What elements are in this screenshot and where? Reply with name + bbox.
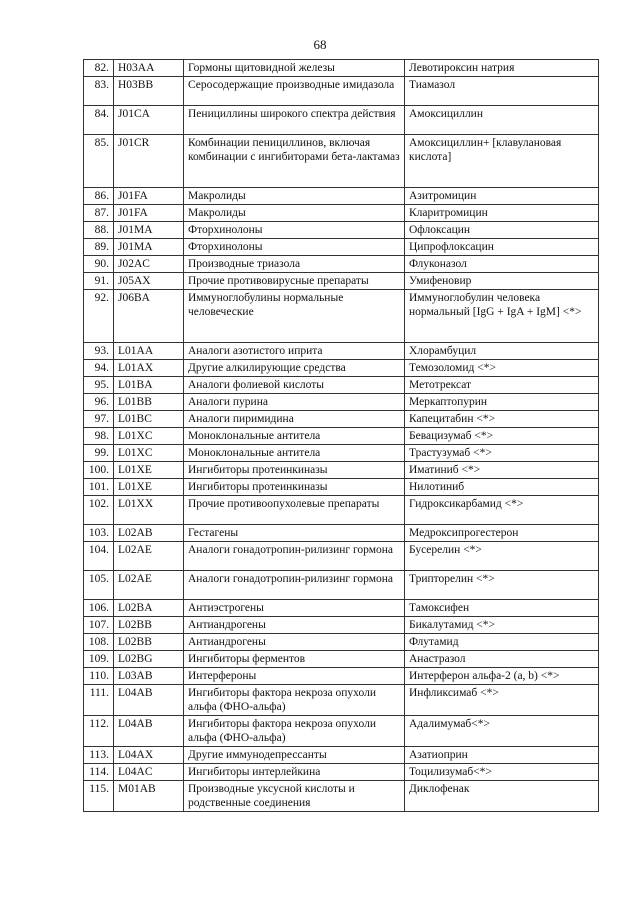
drug-name: Тиамазол <box>405 77 599 106</box>
atc-code: H03BB <box>114 77 184 106</box>
pharmacological-group: Ингибиторы протеинкиназы <box>184 479 405 496</box>
drug-name: Капецитабин <*> <box>405 411 599 428</box>
table-row <box>84 685 599 716</box>
page-number: 68 <box>313 37 327 52</box>
pharmacological-group: Макролиды <box>184 188 405 205</box>
row-number: 107. <box>84 617 114 634</box>
drug-name: Тамоксифен <box>405 600 599 617</box>
row-number: 102. <box>84 496 114 525</box>
pharmacological-group: Другие алкилирующие средства <box>184 360 405 377</box>
table-row <box>84 360 599 377</box>
drug-name: Темозоломид <*> <box>405 360 599 377</box>
row-number: 88. <box>84 222 114 239</box>
pharmacological-group: Аналоги пурина <box>184 394 405 411</box>
atc-code: L01XE <box>114 462 184 479</box>
pharmacological-group: Ингибиторы фактора некроза опухоли альфа (ФНО-альфа) <box>184 685 405 716</box>
pharmacological-group: Гормоны щитовидной железы <box>184 60 405 77</box>
drug-name: Диклофенак <box>405 781 599 812</box>
pharmacological-group: Комбинации пенициллинов, включая комбинации с ингибиторами бета-лактамаз <box>184 135 405 188</box>
pharmacological-group: Интерфероны <box>184 668 405 685</box>
row-number: 109. <box>84 651 114 668</box>
pharmacological-group: Серосодержащие производные имидазола <box>184 77 405 106</box>
drug-name: Анастразол <box>405 651 599 668</box>
drug-name: Нилотиниб <box>405 479 599 496</box>
row-number: 105. <box>84 571 114 600</box>
pharmacological-group: Аналоги гонадотропин-рилизинг гормона <box>184 571 405 600</box>
row-number: 101. <box>84 479 114 496</box>
drug-name: Кларитромицин <box>405 205 599 222</box>
table-row <box>84 394 599 411</box>
pharmacological-group: Прочие противовирусные препараты <box>184 273 405 290</box>
table-row <box>84 445 599 462</box>
atc-code: L02BA <box>114 600 184 617</box>
row-number: 111. <box>84 685 114 716</box>
row-number: 97. <box>84 411 114 428</box>
drug-name: Метотрексат <box>405 377 599 394</box>
atc-code: H03AA <box>114 60 184 77</box>
pharmacological-group: Иммуноглобулины нормальные человеческие <box>184 290 405 343</box>
table-row <box>84 651 599 668</box>
atc-code: J01CA <box>114 106 184 135</box>
table-row <box>84 273 599 290</box>
row-number: 104. <box>84 542 114 571</box>
drug-name: Левотироксин натрия <box>405 60 599 77</box>
table-row <box>84 496 599 525</box>
row-number: 87. <box>84 205 114 222</box>
row-number: 84. <box>84 106 114 135</box>
row-number: 115. <box>84 781 114 812</box>
atc-code: J01FA <box>114 188 184 205</box>
drug-name: Меркаптопурин <box>405 394 599 411</box>
pharmacological-group: Антиандрогены <box>184 634 405 651</box>
drug-name: Гидроксикарбамид <*> <box>405 496 599 525</box>
pharmacological-group: Аналоги гонадотропин-рилизинг гормона <box>184 542 405 571</box>
atc-code: L01AX <box>114 360 184 377</box>
row-number: 93. <box>84 343 114 360</box>
row-number: 112. <box>84 716 114 747</box>
row-number: 82. <box>84 60 114 77</box>
drug-name: Азатиоприн <box>405 747 599 764</box>
drug-name: Медроксипрогестерон <box>405 525 599 542</box>
row-number: 99. <box>84 445 114 462</box>
row-number: 94. <box>84 360 114 377</box>
pharmacological-group: Ингибиторы протеинкиназы <box>184 462 405 479</box>
pharmacological-group: Другие иммунодепрессанты <box>184 747 405 764</box>
table-row <box>84 205 599 222</box>
atc-code: L01BA <box>114 377 184 394</box>
table-row <box>84 764 599 781</box>
atc-code: L04AB <box>114 685 184 716</box>
atc-code: L02AE <box>114 571 184 600</box>
table-row <box>84 634 599 651</box>
drug-name: Трипторелин <*> <box>405 571 599 600</box>
row-number: 95. <box>84 377 114 394</box>
pharmacological-group: Гестагены <box>184 525 405 542</box>
pharmacological-group: Аналоги азотистого иприта <box>184 343 405 360</box>
atc-code: J01MA <box>114 239 184 256</box>
pharmacological-group: Ингибиторы ферментов <box>184 651 405 668</box>
atc-code: L01BC <box>114 411 184 428</box>
pharmacological-group: Аналоги фолиевой кислоты <box>184 377 405 394</box>
atc-code: M01AB <box>114 781 184 812</box>
table-row <box>84 617 599 634</box>
pharmacological-group: Антиэстрогены <box>184 600 405 617</box>
drug-name: Амоксициллин <box>405 106 599 135</box>
atc-code: J02AC <box>114 256 184 273</box>
atc-code: L01XE <box>114 479 184 496</box>
pharmacological-group: Антиандрогены <box>184 617 405 634</box>
drug-name: Адалимумаб<*> <box>405 716 599 747</box>
drug-name: Флутамид <box>405 634 599 651</box>
drug-name: Флуконазол <box>405 256 599 273</box>
drug-name: Ципрофлоксацин <box>405 239 599 256</box>
row-number: 89. <box>84 239 114 256</box>
drug-name: Тоцилизумаб<*> <box>405 764 599 781</box>
drug-name: Бикалутамид <*> <box>405 617 599 634</box>
atc-code: L01XC <box>114 428 184 445</box>
row-number: 114. <box>84 764 114 781</box>
table-row <box>84 525 599 542</box>
atc-code: L02BB <box>114 617 184 634</box>
pharmacological-group: Производные триазола <box>184 256 405 273</box>
drug-table <box>83 59 599 812</box>
row-number: 91. <box>84 273 114 290</box>
drug-name: Азитромицин <box>405 188 599 205</box>
pharmacological-group: Аналоги пиримидина <box>184 411 405 428</box>
row-number: 90. <box>84 256 114 273</box>
pharmacological-group: Фторхинолоны <box>184 222 405 239</box>
drug-name: Иматиниб <*> <box>405 462 599 479</box>
pharmacological-group: Ингибиторы фактора некроза опухоли альфа (ФНО-альфа) <box>184 716 405 747</box>
pharmacological-group: Моноклональные антитела <box>184 445 405 462</box>
atc-code: L04AX <box>114 747 184 764</box>
atc-code: L01AA <box>114 343 184 360</box>
table-row <box>84 542 599 571</box>
atc-code: L03AB <box>114 668 184 685</box>
table-row <box>84 411 599 428</box>
table-row <box>84 462 599 479</box>
table-row <box>84 600 599 617</box>
table-row <box>84 290 599 343</box>
row-number: 106. <box>84 600 114 617</box>
row-number: 108. <box>84 634 114 651</box>
drug-name: Бевацизумаб <*> <box>405 428 599 445</box>
table-row <box>84 77 599 106</box>
table-row <box>84 716 599 747</box>
row-number: 85. <box>84 135 114 188</box>
row-number: 96. <box>84 394 114 411</box>
drug-name: Инфликсимаб <*> <box>405 685 599 716</box>
drug-name: Трастузумаб <*> <box>405 445 599 462</box>
pharmacological-group: Пенициллины широкого спектра действия <box>184 106 405 135</box>
drug-name: Амоксициллин+ [клавулановая кислота] <box>405 135 599 188</box>
table-row <box>84 256 599 273</box>
table-row <box>84 668 599 685</box>
table-row <box>84 60 599 77</box>
row-number: 98. <box>84 428 114 445</box>
drug-name: Интерферон альфа-2 (a, b) <*> <box>405 668 599 685</box>
table-row <box>84 377 599 394</box>
row-number: 83. <box>84 77 114 106</box>
atc-code: L02BB <box>114 634 184 651</box>
drug-name: Хлорамбуцил <box>405 343 599 360</box>
drug-name: Бусерелин <*> <box>405 542 599 571</box>
atc-code: J01MA <box>114 222 184 239</box>
row-number: 113. <box>84 747 114 764</box>
drug-name: Офлоксацин <box>405 222 599 239</box>
table-row <box>84 239 599 256</box>
row-number: 92. <box>84 290 114 343</box>
table-body <box>84 60 599 812</box>
atc-code: L04AC <box>114 764 184 781</box>
atc-code: L04AB <box>114 716 184 747</box>
atc-code: J05AX <box>114 273 184 290</box>
table-row <box>84 343 599 360</box>
table-row <box>84 781 599 812</box>
atc-code: J06BA <box>114 290 184 343</box>
table-row <box>84 747 599 764</box>
atc-code: J01FA <box>114 205 184 222</box>
atc-code: L02AB <box>114 525 184 542</box>
table-row <box>84 106 599 135</box>
row-number: 103. <box>84 525 114 542</box>
row-number: 110. <box>84 668 114 685</box>
atc-code: L01XX <box>114 496 184 525</box>
row-number: 100. <box>84 462 114 479</box>
table-row <box>84 135 599 188</box>
pharmacological-group: Прочие противоопухолевые препараты <box>184 496 405 525</box>
table-row <box>84 188 599 205</box>
pharmacological-group: Моноклональные антитела <box>184 428 405 445</box>
pharmacological-group: Фторхинолоны <box>184 239 405 256</box>
atc-code: L02BG <box>114 651 184 668</box>
table-row <box>84 479 599 496</box>
atc-code: L02AE <box>114 542 184 571</box>
atc-code: L01XC <box>114 445 184 462</box>
table-row <box>84 571 599 600</box>
table-row <box>84 428 599 445</box>
pharmacological-group: Макролиды <box>184 205 405 222</box>
table-row <box>84 222 599 239</box>
atc-code: J01CR <box>114 135 184 188</box>
drug-name: Иммуноглобулин человека нормальный [IgG + IgA + IgM] <*> <box>405 290 599 343</box>
atc-code: L01BB <box>114 394 184 411</box>
pharmacological-group: Производные уксусной кислоты и родственные соединения <box>184 781 405 812</box>
row-number: 86. <box>84 188 114 205</box>
drug-name: Умифеновир <box>405 273 599 290</box>
pharmacological-group: Ингибиторы интерлейкина <box>184 764 405 781</box>
